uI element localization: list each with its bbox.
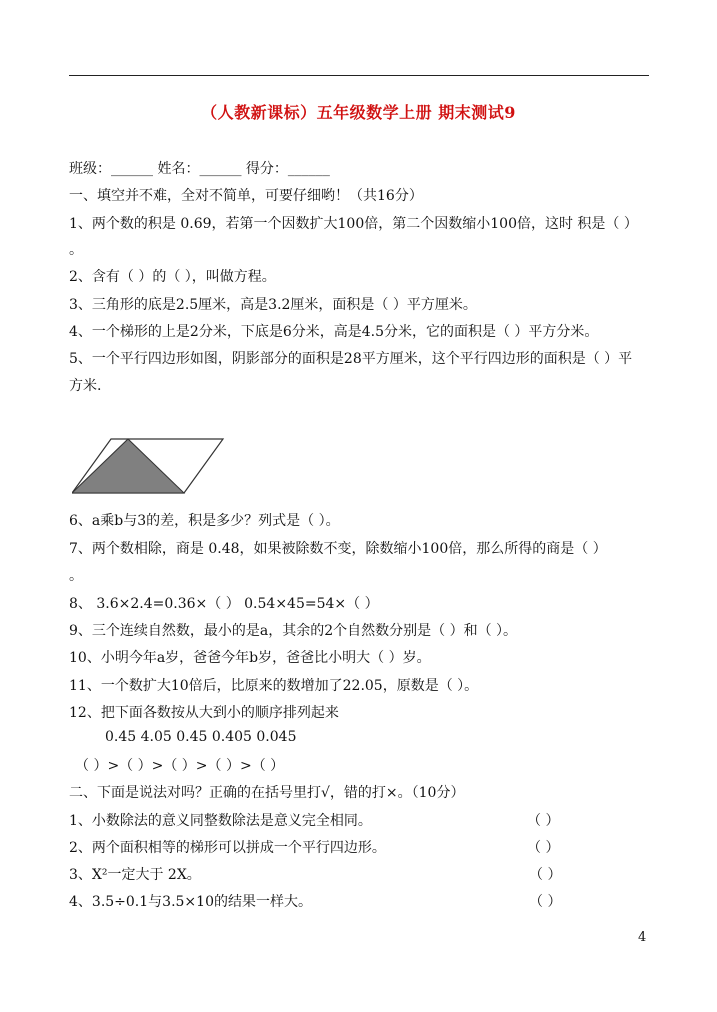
question-7-end: 。 <box>69 568 83 584</box>
header-rule <box>69 75 649 76</box>
judge-blank-3: （ ） <box>529 867 562 883</box>
section1-heading: 一、填空并不难，全对不简单，可要仔细哟！（共16分） <box>69 188 423 204</box>
page-number: 4 <box>638 930 647 945</box>
question-10: 10、小明今年a岁，爸爸今年b岁，爸爸比小明大（ ）岁。 <box>69 650 431 666</box>
question-12: 12、把下面各数按从大到小的顺序排列起来 <box>69 705 339 721</box>
question-2: 2、含有（ ）的（ ），叫做方程。 <box>69 269 276 285</box>
question-5: 5、一个平行四边形如图，阴影部分的面积是28平方厘米，这个平行四边形的面积是（ ）平 <box>69 351 633 367</box>
page-title: （人教新课标）五年级数学上册 期末测试9 <box>201 103 516 122</box>
question-1: 1、两个数的积是 0.69，若第一个因数扩大100倍，第二个因数缩小100倍，这时 积是（ ） <box>69 216 638 232</box>
judge-item-1: 1、小数除法的意义同整数除法是意义完全相同。 <box>69 813 372 829</box>
question-5-end: 方米. <box>69 378 102 394</box>
question-4: 4、一个梯形的上是2分米，下底是6分米，高是4.5分米，它的面积是（ ）平方分米。 <box>69 324 599 340</box>
student-info-line: 班级：______ 姓名：______ 得分：______ <box>69 161 330 177</box>
judge-item-3: 3、X²一定大于 2X。 <box>69 867 201 883</box>
judge-blank-4: （ ） <box>529 894 562 910</box>
parallelogram-figure <box>72 437 227 497</box>
question-6: 6、a乘b与3的差，积是多少？列式是（ ）。 <box>69 513 340 529</box>
question-11: 11、一个数扩大10倍后，比原来的数增加了22.05，原数是（ ）。 <box>69 678 479 694</box>
question-8: 8、 3.6×2.4=0.36×（ ） 0.54×45=54×（ ） <box>69 596 379 612</box>
question-3: 3、三角形的底是2.5厘米，高是3.2厘米，面积是（ ）平方厘米。 <box>69 297 477 313</box>
question-12-numbers: 0.45 4.05 0.45 0.405 0.045 <box>105 729 297 745</box>
judge-blank-2: （ ） <box>527 840 560 856</box>
judge-blank-1: （ ） <box>527 813 560 829</box>
section2-heading: 二、下面是说法对吗？正确的在括号里打√，错的打×。（10分） <box>69 785 465 801</box>
question-12-blanks: （ ）>（ ）>（ ）>（ ）>（ ） <box>75 758 285 774</box>
judge-item-2: 2、两个面积相等的梯形可以拼成一个平行四边形。 <box>69 840 386 856</box>
question-1-end: 。 <box>69 242 83 258</box>
question-7: 7、两个数相除，商是 0.48，如果被除数不变，除数缩小100倍，那么所得的商是（ ） <box>69 541 607 557</box>
question-9: 9、三个连续自然数，最小的是a，其余的2个自然数分别是（ ）和（ ）。 <box>69 623 518 639</box>
judge-item-4: 4、3.5÷0.1与3.5×10的结果一样大。 <box>69 894 312 910</box>
